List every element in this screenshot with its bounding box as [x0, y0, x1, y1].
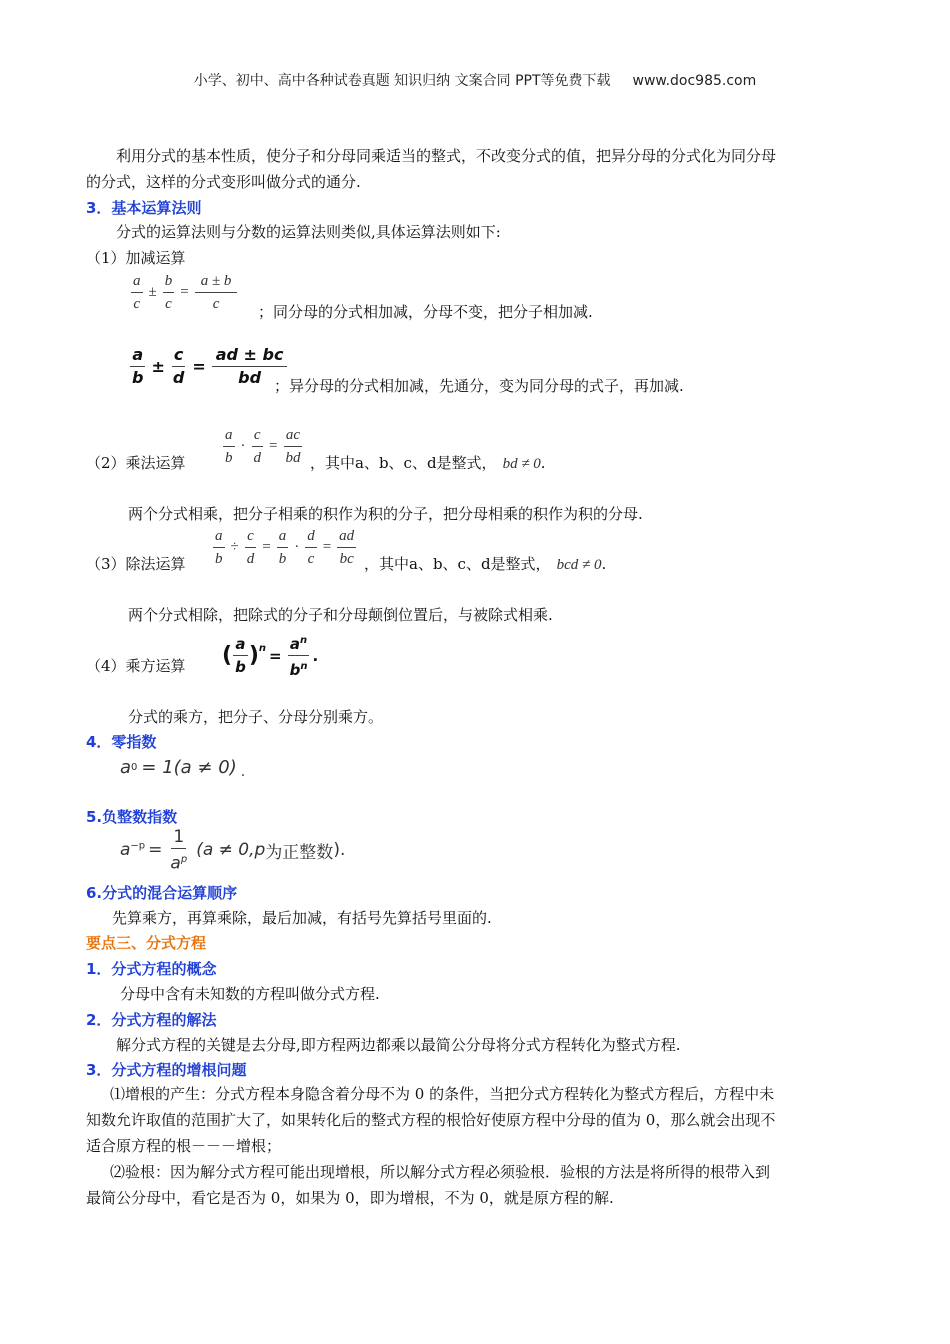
mul-formula: $\frac{a}{b}$ · $\frac{c}{d}$ = $\frac{ac}{bd}$: [225, 427, 301, 466]
fraction: $\frac{a^n}{b^n}$: [288, 632, 310, 679]
div-condition: bcd ≠ 0: [556, 557, 602, 573]
fraction: $\frac{a}{c}$: [133, 273, 141, 312]
intro-line-1: 利用分式的基本性质，使分子和分母同乘适当的整式，不改变分式的值，把异分母的分式化为同分母: [116, 147, 777, 165]
fraction: $\frac{a}{b}$: [278, 528, 287, 567]
concept-text: 分母中含有未知数的方程叫做分式方程.: [120, 985, 380, 1003]
section-5-heading: 5.负整数指数: [86, 808, 178, 826]
zero-exponent-formula: a 0 = 1(a ≠ 0) .: [120, 756, 246, 780]
fraction: $\frac{c}{d}$: [246, 528, 255, 567]
extraneous-b1: ⑵验根：因为解分式方程可能出现增根，所以解分式方程必须验根．验根的方法是将所得的根带入到: [110, 1163, 771, 1181]
fraction: $\frac{ac}{bd}$: [285, 427, 301, 466]
mul-condition: bd ≠ 0: [502, 456, 541, 472]
negative-exponent-formula: $a^{-p}$ = $\frac{1}{a^p}$ (a ≠ 0, p 为正整数 ).: [120, 827, 346, 874]
pow-note: 分式的乘方，把分子、分母分别乘方。: [128, 708, 384, 726]
add-formula-same-denominator: $\frac{a}{c}$ ± $\frac{b}{c}$ = $\frac{a \pm b}{c}$: [128, 272, 240, 313]
div-formula: $\frac{a}{b}$ ÷ $\frac{c}{d}$ = $\frac{a}{b}$ · $\frac{d}{c}$ = $\frac{ad}{bc}$: [215, 528, 355, 567]
extraneous-a1: ⑴增根的产生：分式方程本身隐含着分母不为 0 的条件，当把分式方程转化为整式方程后，方程中未: [110, 1085, 775, 1103]
add-label: （1）加减运算: [86, 249, 186, 267]
pow-label: （4）乘方运算: [86, 657, 186, 675]
intro-line-2: 的分式，这样的分式变形叫做分式的通分.: [86, 173, 361, 191]
section-3-heading: 3．基本运算法则: [86, 199, 202, 217]
div-note: 两个分式相除，把除式的分子和分母颠倒位置后，与被除式相乘.: [128, 606, 553, 624]
div-desc: ，其中a、b、c、d是整式， bcd ≠ 0.: [364, 552, 606, 577]
section-4-heading: 4．零指数: [86, 733, 157, 751]
key-point-3-heading: 要点三、分式方程: [86, 934, 207, 952]
fraction: $\frac{a}{b}$: [225, 427, 233, 466]
fraction: $\frac{d}{c}$: [307, 528, 315, 567]
page-header: [0, 70, 950, 90]
extraneous-b2: 最简公分母中，看它是否为 0，如果为 0，即为增根，不为 0，就是原方程的解.: [86, 1189, 614, 1207]
pow-formula: ( $\frac{a}{b}$ ) n = $\frac{a^n}{b^n}$ .: [222, 632, 318, 679]
fraction: $\frac{a}{b}$: [132, 345, 144, 387]
fraction: $\frac{ad}{bc}$: [339, 528, 355, 567]
section-3-intro: 分式的运算法则与分数的运算法则类似,具体运算法则如下:: [116, 223, 501, 241]
section-6-heading: 6.分式的混合运算顺序: [86, 884, 238, 902]
extraneous-a2: 知数允许取值的范围扩大了，如果转化后的整式方程的根恰好使原方程中分母的值为 0，那么就会出现不: [86, 1111, 776, 1129]
fraction: $\frac{c}{d}$: [172, 345, 185, 387]
fraction: $\frac{a}{b}$: [235, 635, 246, 676]
mul-label: （2）乘法运算: [86, 454, 186, 472]
solution-heading: 2．分式方程的解法: [86, 1011, 217, 1029]
header-url[interactable]: www.doc985.com: [632, 73, 757, 89]
add-desc-1: ；同分母的分式相加减，分母不变，把分子相加减.: [258, 303, 593, 321]
fraction: $\frac{a \pm b}{c}$: [195, 272, 238, 313]
fraction: $\frac{1}{a^p}$: [170, 827, 188, 874]
section-6-text: 先算乘方，再算乘除，最后加减，有括号先算括号里面的.: [112, 909, 492, 927]
add-formula-different-denominator: $\frac{a}{b}$ ± $\frac{c}{d}$ = $\frac{ad \pm bc}{bd}$: [127, 346, 290, 387]
mul-note: 两个分式相乘，把分子相乘的积作为积的分子，把分母相乘的积作为积的分母.: [128, 505, 643, 523]
solution-text: 解分式方程的关键是去分母,即方程两边都乘以最简公分母将分式方程转化为整式方程.: [116, 1036, 681, 1054]
fraction: $\frac{ad \pm bc}{bd}$: [212, 346, 288, 387]
concept-heading: 1．分式方程的概念: [86, 960, 217, 978]
fraction: $\frac{b}{c}$: [164, 273, 173, 312]
div-label: （3）除法运算: [86, 555, 186, 573]
extraneous-a3: 适合原方程的根－－－增根；: [86, 1137, 282, 1155]
mul-desc: ，其中a、b、c、d是整式， bd ≠ 0.: [310, 451, 546, 476]
fraction: $\frac{a}{b}$: [215, 528, 223, 567]
header-title: 小学、初中、高中各种试卷真题 知识归纳 文案合同 PPT等免费下载: [193, 73, 611, 89]
add-desc-2: ；异分母的分式相加减，先通分，变为同分母的式子，再加减.: [274, 377, 684, 395]
extraneous-root-heading: 3．分式方程的增根问题: [86, 1061, 247, 1079]
fraction: $\frac{c}{d}$: [253, 427, 261, 466]
